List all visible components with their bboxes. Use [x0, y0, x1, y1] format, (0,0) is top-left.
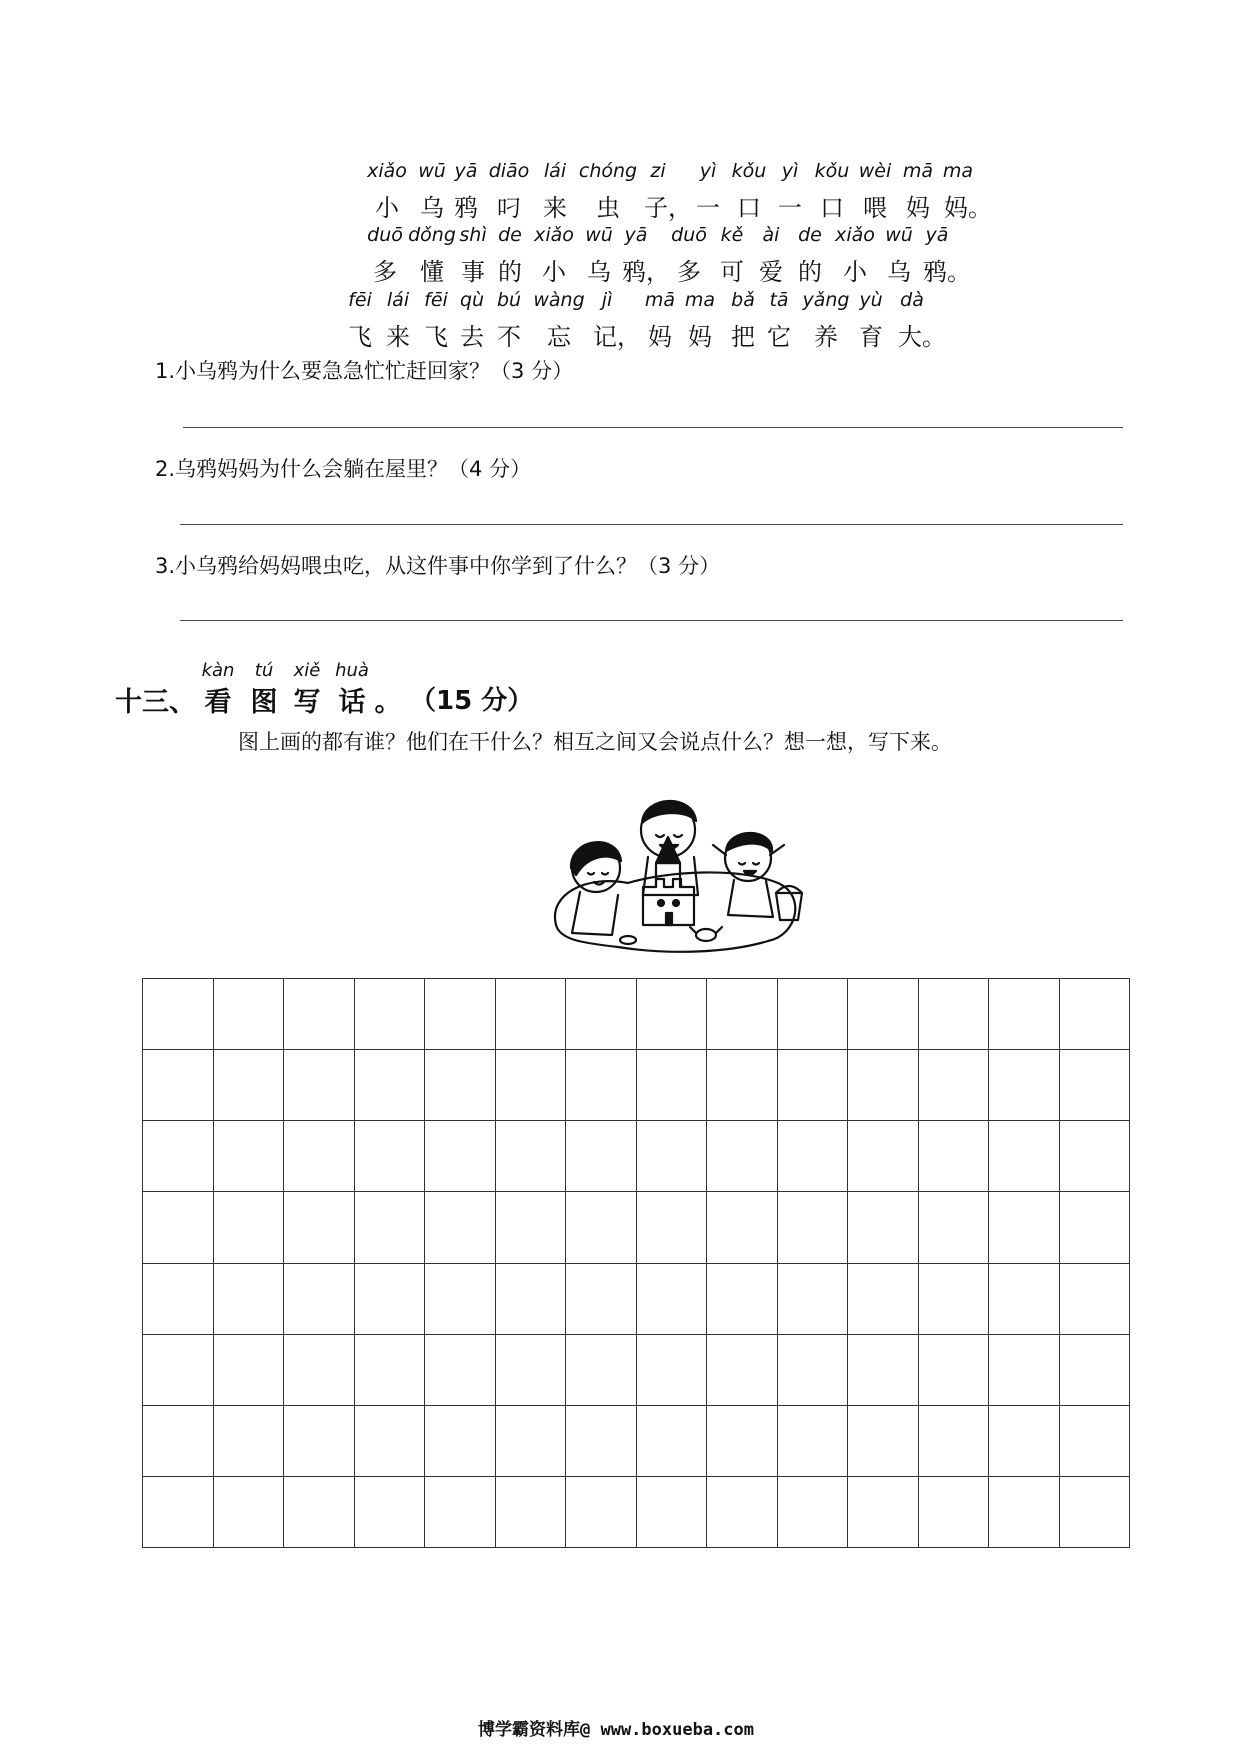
grid-cell[interactable]: [848, 1477, 919, 1548]
grid-cell[interactable]: [425, 1192, 496, 1263]
hanzi: 记，: [593, 323, 641, 351]
grid-cell[interactable]: [214, 1406, 285, 1477]
answer-line-1[interactable]: [183, 427, 1123, 428]
grid-cell[interactable]: [214, 1050, 285, 1121]
grid-cell[interactable]: [284, 979, 355, 1050]
grid-cell[interactable]: [496, 1050, 567, 1121]
grid-cell[interactable]: [214, 1335, 285, 1406]
title-hanzi: 图: [250, 687, 278, 718]
pinyin: yù: [859, 289, 883, 311]
hanzi: 叼: [497, 194, 521, 222]
grid-cell[interactable]: [778, 1264, 849, 1335]
grid-cell[interactable]: [355, 1192, 426, 1263]
hanzi: 多: [677, 258, 701, 286]
hanzi: 鸦，: [622, 258, 670, 286]
grid-cell[interactable]: [566, 1192, 637, 1263]
hanzi: 口: [737, 194, 761, 222]
pinyin: kǒu: [814, 160, 850, 182]
pinyin: yā: [454, 160, 478, 182]
pinyin: dà: [900, 289, 924, 311]
grid-cell[interactable]: [778, 1406, 849, 1477]
question-2: 2.乌鸦妈妈为什么会躺在屋里？（4 分）: [155, 457, 532, 481]
grid-cell[interactable]: [919, 979, 990, 1050]
pinyin: dǒng: [408, 224, 456, 246]
grid-cell[interactable]: [778, 979, 849, 1050]
grid-cell[interactable]: [989, 1477, 1060, 1548]
grid-cell[interactable]: [214, 1264, 285, 1335]
sand-castle-family-illustration: [548, 775, 803, 960]
hanzi: 飞: [348, 323, 372, 351]
grid-cell[interactable]: [214, 1121, 285, 1192]
grid-cell[interactable]: [919, 1121, 990, 1192]
hanzi: 的: [498, 258, 522, 286]
hanzi: 的: [798, 258, 822, 286]
grid-cell[interactable]: [1060, 1406, 1131, 1477]
hanzi: 它: [767, 323, 791, 351]
grid-cell[interactable]: [425, 979, 496, 1050]
grid-cell[interactable]: [143, 979, 214, 1050]
grid-cell[interactable]: [425, 1121, 496, 1192]
pinyin: jì: [601, 289, 613, 311]
grid-cell[interactable]: [919, 1192, 990, 1263]
pinyin: mā: [644, 289, 676, 311]
hanzi: 懂: [420, 258, 444, 286]
grid-cell[interactable]: [355, 1335, 426, 1406]
pinyin: wèi: [858, 160, 892, 182]
pinyin-row: [0, 289, 1241, 317]
answer-line-3[interactable]: [180, 620, 1123, 621]
hanzi: 不: [497, 323, 521, 351]
grid-cell[interactable]: [425, 1264, 496, 1335]
pinyin: chóng: [578, 160, 638, 182]
pinyin-row: [0, 160, 1241, 188]
pinyin: yǎng: [802, 289, 850, 311]
grid-cell[interactable]: [425, 1335, 496, 1406]
grid-cell[interactable]: [637, 1264, 708, 1335]
grid-cell[interactable]: [778, 1050, 849, 1121]
grid-cell[interactable]: [848, 1050, 919, 1121]
hanzi: 鸦。: [923, 258, 971, 286]
pinyin: yā: [925, 224, 949, 246]
grid-cell[interactable]: [637, 1050, 708, 1121]
grid-cell[interactable]: [1060, 1121, 1131, 1192]
pinyin: wàng: [533, 289, 585, 311]
grid-cell[interactable]: [989, 1335, 1060, 1406]
pinyin: tā: [769, 289, 789, 311]
title-hanzi: 看: [204, 687, 232, 718]
pinyin: yì: [699, 160, 717, 182]
grid-cell[interactable]: [1060, 1264, 1131, 1335]
grid-cell[interactable]: [1060, 1477, 1131, 1548]
hanzi-row: [0, 317, 1241, 351]
hanzi: 养: [814, 323, 838, 351]
hanzi: 爱: [759, 258, 783, 286]
hanzi-row: [0, 252, 1241, 286]
grid-cell[interactable]: [919, 1335, 990, 1406]
hanzi: 妈: [688, 323, 712, 351]
hanzi: 事: [461, 258, 485, 286]
pinyin: ma: [942, 160, 974, 182]
grid-cell[interactable]: [707, 979, 778, 1050]
grid-cell[interactable]: [989, 1192, 1060, 1263]
pinyin: bú: [496, 289, 522, 311]
grid-cell[interactable]: [1060, 1192, 1131, 1263]
grid-cell[interactable]: [637, 1477, 708, 1548]
grid-cell[interactable]: [143, 1335, 214, 1406]
grid-cell[interactable]: [496, 979, 567, 1050]
grid-cell[interactable]: [778, 1335, 849, 1406]
pinyin: kě: [720, 224, 744, 246]
grid-cell[interactable]: [496, 1121, 567, 1192]
title-hanzi: 写: [293, 687, 321, 718]
grid-cell[interactable]: [707, 1050, 778, 1121]
poem-line-3: [0, 289, 1241, 351]
title-pinyin: kàn: [201, 660, 235, 681]
grid-cell[interactable]: [284, 1264, 355, 1335]
grid-cell[interactable]: [214, 1477, 285, 1548]
hanzi: 乌: [420, 194, 444, 222]
pinyin: xiǎo: [835, 224, 875, 246]
pinyin: wū: [418, 160, 446, 182]
grid-cell[interactable]: [637, 1192, 708, 1263]
grid-cell[interactable]: [637, 1121, 708, 1192]
grid-cell[interactable]: [425, 1477, 496, 1548]
pinyin: lái: [386, 289, 410, 311]
grid-cell[interactable]: [425, 1050, 496, 1121]
poem-line-1: [0, 160, 1241, 222]
pinyin: wū: [585, 224, 613, 246]
title-period: 。: [374, 687, 402, 718]
grid-cell[interactable]: [566, 1264, 637, 1335]
answer-line-2[interactable]: [180, 524, 1123, 525]
grid-cell[interactable]: [989, 1406, 1060, 1477]
grid-cell[interactable]: [355, 1264, 426, 1335]
grid-cell[interactable]: [637, 1406, 708, 1477]
grid-cell[interactable]: [425, 1406, 496, 1477]
title-hanzi: 话: [338, 687, 366, 718]
grid-cell[interactable]: [919, 1477, 990, 1548]
grid-cell[interactable]: [143, 1264, 214, 1335]
pinyin: duō: [367, 224, 403, 246]
grid-cell[interactable]: [707, 1264, 778, 1335]
pinyin: ma: [684, 289, 716, 311]
grid-cell[interactable]: [355, 979, 426, 1050]
hanzi-row: [0, 188, 1241, 222]
hanzi: 乌: [587, 258, 611, 286]
pinyin: duō: [671, 224, 707, 246]
grid-cell[interactable]: [143, 1121, 214, 1192]
grid-cell[interactable]: [496, 1477, 567, 1548]
pinyin: mā: [902, 160, 934, 182]
grid-cell[interactable]: [496, 1192, 567, 1263]
grid-cell[interactable]: [496, 1406, 567, 1477]
hanzi: 虫: [596, 194, 620, 222]
grid-cell[interactable]: [566, 1406, 637, 1477]
grid-cell[interactable]: [848, 1335, 919, 1406]
grid-cell[interactable]: [143, 1050, 214, 1121]
hanzi: 一: [696, 194, 720, 222]
pinyin: qù: [459, 289, 485, 311]
pinyin: yì: [781, 160, 799, 182]
pinyin: shì: [459, 224, 487, 246]
grid-cell[interactable]: [989, 979, 1060, 1050]
grid-cell[interactable]: [778, 1192, 849, 1263]
hanzi: 来: [543, 194, 567, 222]
hanzi: 多: [373, 258, 397, 286]
hanzi: 忘: [547, 323, 571, 351]
grid-cell[interactable]: [848, 1192, 919, 1263]
hanzi: 来: [386, 323, 410, 351]
grid-cell[interactable]: [284, 1121, 355, 1192]
hanzi: 一: [778, 194, 802, 222]
poem-line-2: [0, 224, 1241, 286]
pinyin: xiǎo: [367, 160, 407, 182]
pinyin: fēi: [424, 289, 448, 311]
grid-cell[interactable]: [989, 1264, 1060, 1335]
grid-cell[interactable]: [284, 1477, 355, 1548]
pinyin: de: [498, 224, 522, 246]
hanzi: 妈。: [944, 194, 992, 222]
grid-cell[interactable]: [355, 1050, 426, 1121]
grid-cell[interactable]: [778, 1121, 849, 1192]
section-score: （15 分）: [410, 686, 534, 716]
grid-cell[interactable]: [214, 1192, 285, 1263]
grid-cell[interactable]: [566, 1335, 637, 1406]
grid-cell[interactable]: [989, 1050, 1060, 1121]
hanzi: 去: [460, 323, 484, 351]
section-number: 十三、: [115, 687, 196, 718]
grid-cell[interactable]: [143, 1192, 214, 1263]
hanzi: 鸦: [454, 194, 478, 222]
grid-cell[interactable]: [566, 979, 637, 1050]
pinyin-row: [0, 224, 1241, 252]
instruction: 图上画的都有谁？他们在干什么？相互之间又会说点什么？想一想，写下来。: [238, 730, 952, 754]
grid-cell[interactable]: [919, 1264, 990, 1335]
hanzi: 把: [731, 323, 755, 351]
pinyin: wū: [885, 224, 913, 246]
grid-cell[interactable]: [284, 1335, 355, 1406]
grid-cell[interactable]: [143, 1406, 214, 1477]
pinyin: diāo: [488, 160, 530, 182]
grid-cell[interactable]: [707, 1477, 778, 1548]
hanzi: 小: [542, 258, 566, 286]
hanzi: 乌: [887, 258, 911, 286]
pinyin: de: [798, 224, 822, 246]
hanzi: 子，: [644, 194, 692, 222]
pinyin: zi: [650, 160, 666, 182]
grid-cell[interactable]: [919, 1406, 990, 1477]
grid-cell[interactable]: [778, 1477, 849, 1548]
grid-cell[interactable]: [284, 1192, 355, 1263]
title-pinyin: xiě: [293, 660, 321, 681]
footer-watermark: 博学霸资料库@ www.boxueba.com: [478, 1720, 754, 1740]
grid-cell[interactable]: [637, 979, 708, 1050]
pinyin: fēi: [348, 289, 372, 311]
pinyin: ài: [762, 224, 780, 246]
grid-cell[interactable]: [707, 1121, 778, 1192]
grid-cell[interactable]: [214, 979, 285, 1050]
grid-cell[interactable]: [355, 1406, 426, 1477]
hanzi: 小: [843, 258, 867, 286]
grid-cell[interactable]: [637, 1335, 708, 1406]
grid-cell[interactable]: [919, 1050, 990, 1121]
grid-cell[interactable]: [284, 1050, 355, 1121]
question-1: 1.小乌鸦为什么要急急忙忙赶回家？（3 分）: [155, 359, 574, 383]
hanzi: 妈: [906, 194, 930, 222]
pinyin: xiǎo: [534, 224, 574, 246]
grid-cell[interactable]: [566, 1477, 637, 1548]
grid-cell[interactable]: [355, 1477, 426, 1548]
grid-cell[interactable]: [355, 1121, 426, 1192]
hanzi: 小: [375, 194, 399, 222]
hanzi: 可: [720, 258, 744, 286]
grid-cell[interactable]: [848, 1121, 919, 1192]
grid-cell[interactable]: [284, 1406, 355, 1477]
grid-cell[interactable]: [848, 1264, 919, 1335]
grid-cell[interactable]: [848, 1406, 919, 1477]
pinyin: bǎ: [731, 289, 755, 311]
hanzi: 飞: [424, 323, 448, 351]
hanzi: 妈: [648, 323, 672, 351]
grid-cell[interactable]: [143, 1477, 214, 1548]
hanzi: 育: [859, 323, 883, 351]
grid-cell[interactable]: [566, 1050, 637, 1121]
title-pinyin: tú: [254, 660, 274, 681]
pinyin: yā: [624, 224, 648, 246]
hanzi: 口: [820, 194, 844, 222]
pinyin: kǒu: [731, 160, 767, 182]
grid-cell[interactable]: [566, 1121, 637, 1192]
grid-cell[interactable]: [1060, 1335, 1131, 1406]
title-pinyin: huà: [335, 660, 369, 681]
grid-cell[interactable]: [496, 1335, 567, 1406]
question-3: 3.小乌鸦给妈妈喂虫吃，从这件事中你学到了什么？（3 分）: [155, 554, 721, 578]
grid-cell[interactable]: [1060, 979, 1131, 1050]
grid-cell[interactable]: [989, 1121, 1060, 1192]
hanzi: 大。: [898, 323, 946, 351]
hanzi: 喂: [863, 194, 887, 222]
grid-cell[interactable]: [707, 1335, 778, 1406]
pinyin: lái: [543, 160, 567, 182]
grid-cell[interactable]: [848, 979, 919, 1050]
grid-cell[interactable]: [496, 1264, 567, 1335]
grid-cell[interactable]: [707, 1406, 778, 1477]
grid-cell[interactable]: [1060, 1050, 1131, 1121]
grid-cell[interactable]: [707, 1192, 778, 1263]
writing-grid[interactable]: [142, 978, 1130, 1548]
